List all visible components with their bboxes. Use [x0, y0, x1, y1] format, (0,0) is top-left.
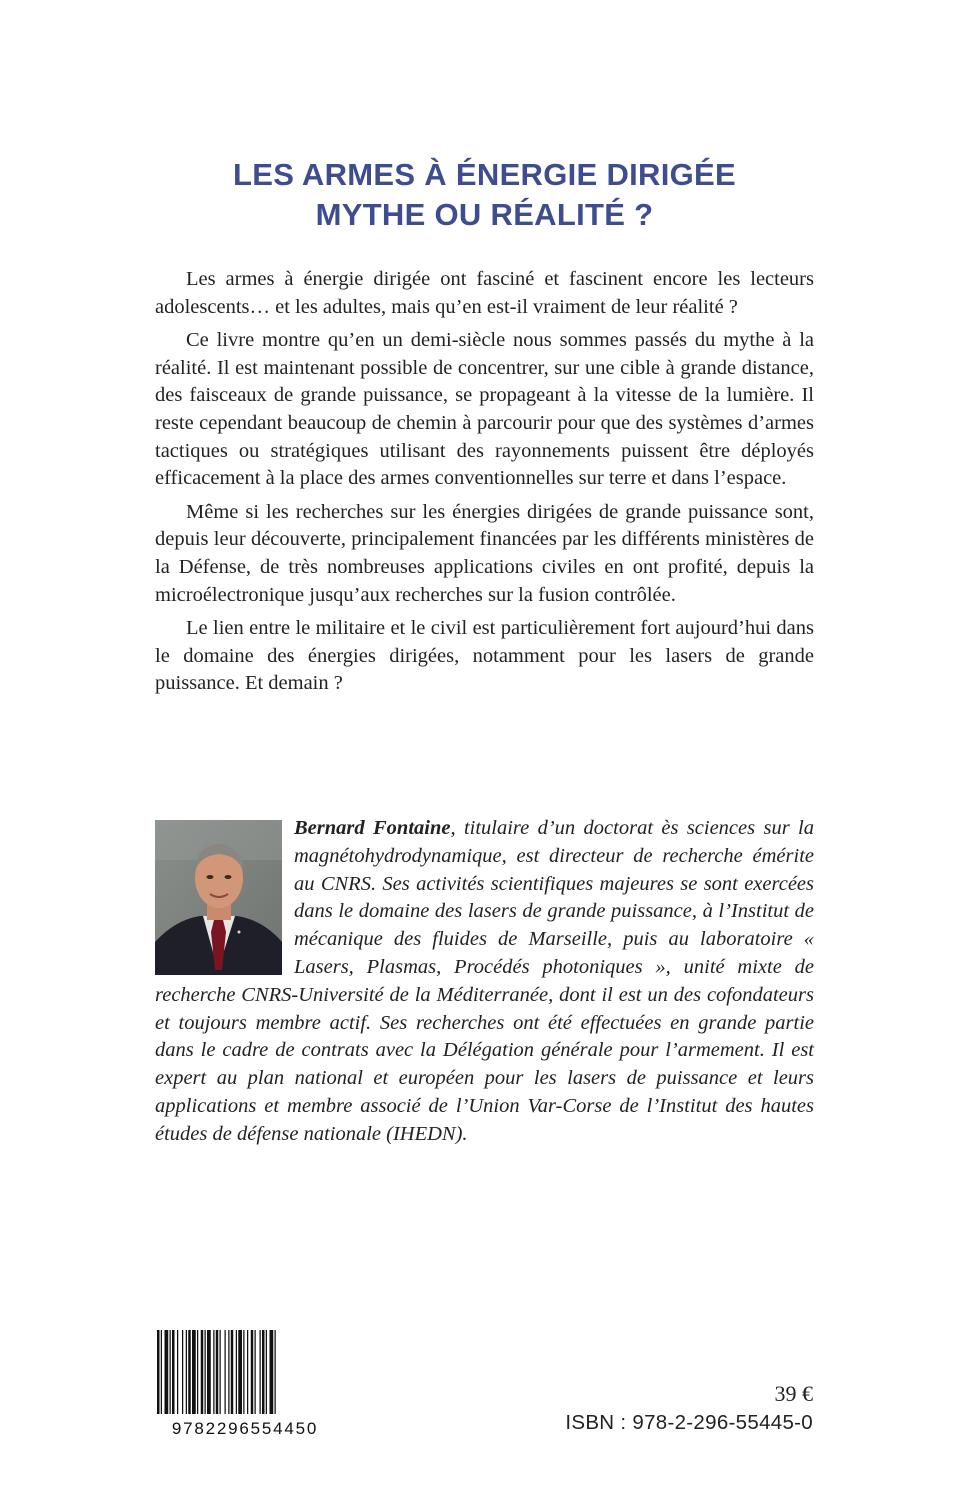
- barcode-bar: [157, 1330, 160, 1414]
- barcode-bar: [172, 1330, 175, 1414]
- barcode-bars: [157, 1330, 276, 1414]
- book-title: [0, 155, 969, 235]
- blurb-paragraph: Ce livre montre qu’en un demi-siècle nous sommes passés du mythe à la réalité. Il est maintenant possible de concentrer, sur une cible à grande distance, des faisceaux de grande puissance, se propageant à la vitesse de la lumière. Il reste cependant beaucoup de chemin à parcourir pour que des systèmes d’armes tactiques ou stratégiques utilisant des rayonnements puissent être déployés efficacement à la place des armes conventionnelles sur terre et dans l’espace.: [155, 329, 814, 490]
- title-line-1: LES ARMES À ÉNERGIE DIRIGÉE: [232, 157, 737, 192]
- blurb-paragraph: Les armes à énergie dirigée ont fasciné et fascinent encore les lecteurs adolescents… et les adultes, mais qu’en est-il vraiment de leur réalité ?: [155, 268, 814, 318]
- barcode-bar: [243, 1330, 244, 1414]
- barcode-bar: [213, 1330, 214, 1414]
- barcode-bar: [161, 1330, 162, 1414]
- barcode-bar: [207, 1330, 211, 1414]
- barcode-bar: [260, 1330, 261, 1414]
- barcode-bar: [247, 1330, 248, 1414]
- barcode-bar: [238, 1330, 242, 1414]
- blurb-paragraph: Le lien entre le militaire et le civil est particulièrement fort aujourd’hui dans le domaine des énergies dirigées, notamment pour les lasers de grande puissance. Et demain ?: [155, 617, 814, 695]
- barcode-bar: [170, 1330, 171, 1414]
- author-name: Bernard Fontaine: [294, 817, 451, 839]
- barcode-bar: [228, 1330, 229, 1414]
- barcode-bar: [192, 1330, 196, 1414]
- blurb: [155, 266, 814, 704]
- barcode-bar: [186, 1330, 187, 1414]
- author-bio: [155, 815, 814, 1149]
- isbn: ISBN : 978-2-296-55445-0: [565, 1411, 813, 1434]
- barcode-bar: [225, 1330, 226, 1414]
- barcode-bar: [270, 1330, 274, 1414]
- price: 39 €: [774, 1381, 813, 1406]
- title-line-2: MYTHE OU RÉALITÉ ?: [315, 197, 654, 232]
- barcode-bar: [216, 1330, 219, 1414]
- barcode-bar: [236, 1330, 237, 1414]
- barcode-bar: [165, 1330, 169, 1414]
- barcode-bar: [231, 1330, 234, 1414]
- barcode-bar: [262, 1330, 265, 1414]
- barcode-bar: [182, 1330, 183, 1414]
- barcode-bar: [251, 1330, 254, 1414]
- barcode-bar: [220, 1330, 221, 1414]
- barcode-number: 9782296554450: [171, 1419, 319, 1438]
- barcode-bar: [275, 1330, 276, 1414]
- barcode-bar: [197, 1330, 198, 1414]
- author-photo: [155, 820, 282, 975]
- barcode-bar: [201, 1330, 204, 1414]
- barcode-bar: [177, 1330, 178, 1414]
- barcode-bar: [255, 1330, 256, 1414]
- blurb-paragraph: Même si les recherches sur les énergies dirigées de grande puissance sont, depuis leur découverte, principalement financées par les différents ministères de la Défense, de très nombreuses applications civiles en ont profité, depuis la microélectronique jusqu’aux recherches sur la fusion contrôlée.: [155, 500, 814, 606]
- barcode: [155, 1330, 335, 1438]
- barcode-bar: [205, 1330, 206, 1414]
- author-bio-text: , titulaire d’un doctorat ès sciences sur la magnétohydrodynamique, est directeur de recherche émérite au CNRS. Ses activités scientifiques majeures se sont exercées dans le domaine des lasers de grande puissance, à l’Institut de mécanique des fluides de Marseille, puis au laboratoire « Lasers, Plasmas, Procédés photoniques », unité mixte de recherche CNRS-Université de la Méditerranée, dont il est un des cofondateurs et toujours membre actif. Ses recherches ont été effectuées en grande partie dans le cadre de contrats avec la Délégation générale pour l’armement. Il est expert au plan national et européen pour les lasers de puissance et leurs applications et membre associé de l’Union Var-Corse de l’Institut des hautes études de défense nationale (IHEDN).: [155, 817, 814, 1145]
- barcode-bar: [188, 1330, 191, 1414]
- barcode-bar: [266, 1330, 267, 1414]
